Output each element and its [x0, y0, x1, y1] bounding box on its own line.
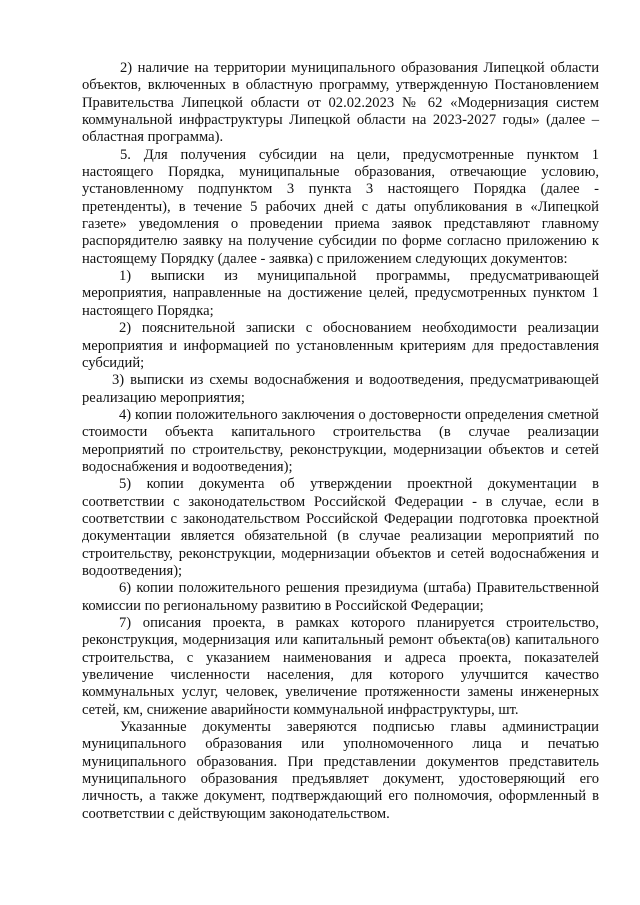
list-item-1: 1) выписки из муниципальной программы, предусматривающей мероприятия, направленные на достижение целей, предусмотренных пунктом 1 настоящего Порядка;: [82, 268, 599, 319]
list-item-7: 7) описания проекта, в рамках которого планируется строительство, реконструкция, модернизация или капитальный ремонт объекта(ов) капитального строительства, с указанием наименования и адреса проекта, показателей увеличение численности населения, для которого улучшится качество коммунальных услуг, человек, увеличение протяженности замены инженерных сетей, км, снижение аварийности коммунальной инфраструктуры, шт.: [82, 615, 599, 718]
paragraph-section-5: 5. Для получения субсидии на цели, предусмотренные пунктом 1 настоящего Порядка, муниципальные образования, отвечающие условию, установленному подпунктом 3 пункта 3 настоящего Порядка (далее - претенденты), в течение 5 рабочих дней с даты опубликования в «Липецкой газете» уведомления о проведении приема заявок представляют главному распорядителю заявку на получение субсидии по форме согласно приложению к настоящему Порядку (далее - заявка) с приложением следующих документов:: [82, 146, 599, 267]
list-item-5: 5) копии документа об утверждении проектной документации в соответствии с законодательством Российской Федерации - в случае, если в соответствии с законодательством Российской Федерации подготовка проектной документации является обязательной (в случае реализации мероприятий по строительству, реконструкции, модернизации объектов и сетей водоснабжения и водоотведения);: [82, 476, 599, 579]
paragraph-certification: Указанные документы заверяются подписью главы администрации муниципального образования или уполномоченного лица и печатью муниципального образования. При представлении документов представитель муниципального образования предъявляет документ, удостоверяющий его личность, а также документ, подтверждающий его полномочия, оформленный в соответствии с действующим законодательством.: [82, 719, 599, 822]
list-item-3: 3) выписки из схемы водоснабжения и водоотведения, предусматривающей реализацию мероприятия;: [82, 372, 599, 406]
list-item-6: 6) копии положительного решения президиума (штаба) Правительственной комиссии по региональному развитию в Российской Федерации;: [82, 580, 599, 614]
paragraph-condition-2: 2) наличие на территории муниципального образования Липецкой области объектов, включенных в областную программу, утвержденную Постановлением Правительства Липецкой области от 02.02.2023 № 62 «Модернизация систем коммунальной инфраструктуры Липецкой области на 2023-2027 годы» (далее – областная программа).: [82, 60, 599, 146]
list-item-4: 4) копии положительного заключения о достоверности определения сметной стоимости объекта капитального строительства (в случае реализации мероприятий по строительству, реконструкции, модернизации объектов и сетей водоснабжения и водоотведения);: [82, 406, 599, 475]
list-item-2: 2) пояснительной записки с обоснованием необходимости реализации мероприятия и информацией по установленным критериям для предоставления субсидий;: [82, 320, 599, 371]
document-body: [82, 60, 599, 823]
